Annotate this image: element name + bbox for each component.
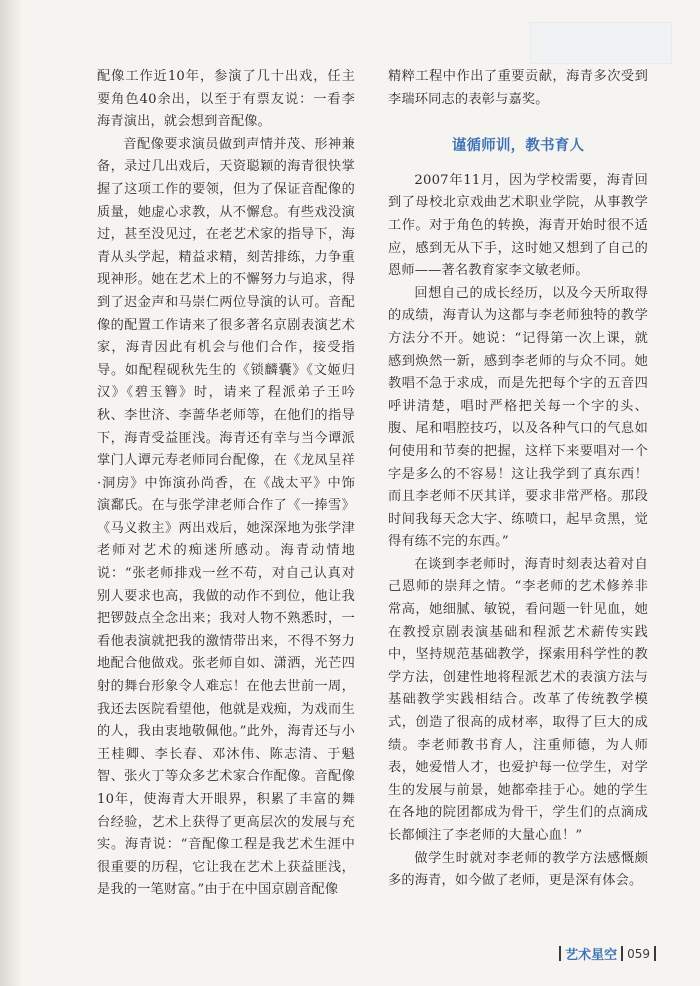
page-number: 059: [627, 946, 650, 961]
paragraph: 配像工作近10年，参演了几十出戏，任主要角色40余出，以至于有票友说：一看李海青演出，就会想到音配像。: [97, 69, 355, 130]
footer-divider: [654, 946, 656, 961]
section-title: 谨循师训，教书育人: [451, 138, 585, 155]
paragraph: 回想自己的成长经历，以及今天所取得的成绩，海青认为这都与李老师独特的教学方法分不开。她说：“记得第一次上课，就感到焕然一新，感到李老师的与众不同。她教唱不急于求成，而是先把每个字的五音四呼讲清楚，唱时严格把关每一个字的头、腹、尾和唱腔技巧，以及各种气口的气息如何使用和节奏的把握，这样下来要唱对一个字是多么的不容易！这让我学到了真东西！而且李老师不厌其详，要求非常严格。那段时间我每天念大字、练喷口，起早贪黑，觉得有练不完的东西。”: [388, 285, 648, 550]
paragraph: 音配像要求演员做到声情并茂、形神兼备，录过几出戏后，天资聪颖的海青很快掌握了这项工作的要领，但为了保证音配像的质量，她虚心求教，从不懈怠。有些戏没演过，甚至没见过，在老艺术家的指导下，海青从头学起，精益求精，刻苦排练，力争重现神形。她在艺术上的不懈努力与追求，得到了迟金声和马崇仁两位导演的认可。音配像的配置工作请来了很多著名京剧表演艺术家，海青因此有机会与他们合作，接受指导。如配程砚秋先生的《锁麟囊》《文姬归汉》《碧玉簪》时，请来了程派弟子王吟秋、李世济、李蔷华老师等，在他们的指导下，海青受益匪浅。海青还有幸与当今谭派掌门人谭元寿老师同台配像，在《龙凤呈祥·洞房》中饰演孙尚香，在《战太平》中饰演鄱氏。在与张学津老师合作了《一捧雪》《马义救主》两出戏后，她深深地为张学津老师对艺术的痴迷所感动。海青动情地说：“张老师排戏一丝不苟，对自己认真对别人要求也高，我做的动作不到位，他让我把锣鼓点全念出来；我对人物不熟悉时，一看他表演就把我的激情带出来，不得不努力地配合他做戏。张老师自如、潇洒，光芒四射的舞台形象令人难忘！在他去世前一周，我还去医院看望他，他就是戏痴，为戏而生的人，我由衷地敬佩他。”此外，海青还与小王桂卿、李长春、邓沐伟、陈志清、于魁智、张火丁等众多艺术家合作配像。音配像10年，使海青大开眼界，积累了丰富的舞台经验，艺术上获得了更高层次的发展与充实。海青说：“音配像工程是我艺术生涯中很重要的历程，它让我在艺术上获益匪浅，是我的一笔财富。”由于在中国京剧音配像: [97, 136, 355, 898]
paragraph: 精粹工程中作出了重要贡献，海青多次受到李瑞环同志的表彰与嘉奖。: [388, 69, 648, 107]
left-column: [97, 66, 355, 902]
paragraph: 2007年11月，因为学校需要，海青回到了母校北京戏曲艺术职业学院，从事教学工作。对于角色的转换，海青开始时很不适应，感到无从下手，这时她又想到了自己的恩师——著名教育家李文敏老师。: [388, 172, 648, 279]
page-footer: [559, 944, 656, 963]
paragraph: 在谈到李老师时，海青时刻表达着对自己恩师的崇拜之情。“李老师的艺术修养非常高，她细腻、敏锐，看问题一针见血，她在教授京剧表演基础和程派艺术薪传实践中，坚持规范基础教学，探索用科学性的教学方法，创建性地将程派艺术的表演方法与基础教学实践相结合。改革了传统教学模式，创造了很高的成材率，取得了巨大的成绩。李老师教书育人，注重师德，为人师表，她爱惜人才，也爱护每一位学生，对学生的发展与前景，她都牵挂于心。她的学生在各地的院团都成为骨干，学生们的点滴成长都倾注了李老师的大量心血！”: [388, 556, 648, 843]
paragraph: 做学生时就对李老师的教学方法感慨颇多的海青，如今做了老师，更是深有体会。: [388, 850, 648, 889]
footer-divider: [559, 946, 561, 961]
page-spine-shadow: [0, 0, 22, 986]
header-decoration: [530, 22, 672, 64]
magazine-name: 艺术星空: [565, 948, 618, 963]
right-column: [388, 66, 648, 893]
footer-divider: [621, 946, 623, 961]
